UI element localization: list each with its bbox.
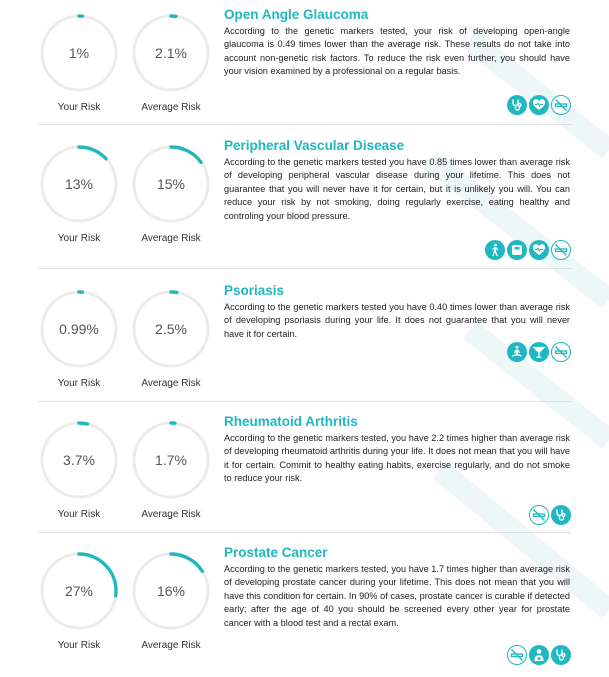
condition-description: According to the genetic markers tested you have 0.40 times lower than average risk of developing psoriasis during your life. It does not guarantee that you will never have it for certain. <box>224 302 570 339</box>
doctor-icon <box>529 645 549 665</box>
condition-description: According to the genetic markers tested, you have 1.7 times higher than average risk of developing prostate cancer during your lifetime. This does not mean that you will have this condition for certain. In 90% of cases, prostate cancer is curable if detected early; after the age of 40 you should be screened every other year for prostate cancer with a blood test and a rectal exam. <box>224 564 570 628</box>
recommendation-icons <box>507 645 571 665</box>
cocktail-icon <box>529 342 549 362</box>
average-risk-label: Average Risk <box>141 509 201 520</box>
your-risk-gauge <box>38 12 120 94</box>
heart-icon <box>529 240 549 260</box>
average-risk-label: Average Risk <box>141 640 201 651</box>
your-risk-label: Your Risk <box>57 509 101 520</box>
stethoscope-icon <box>551 645 571 665</box>
condition-title: Peripheral Vascular Disease <box>224 138 405 153</box>
condition-section <box>38 542 571 673</box>
section-divider <box>38 268 571 269</box>
walking-icon <box>485 240 505 260</box>
condition-title: Open Angle Glaucoma <box>224 7 369 22</box>
no-smoking-icon <box>529 505 549 525</box>
average-risk-value: 1.7% <box>155 452 187 468</box>
average-risk-value: 15% <box>156 176 186 192</box>
condition-section <box>38 280 571 411</box>
condition-section <box>38 135 571 266</box>
average-risk-value: 2.5% <box>155 321 187 337</box>
your-risk-value: 3.7% <box>63 452 95 468</box>
average-risk-label: Average Risk <box>141 233 201 244</box>
condition-title: Rheumatoid Arthritis <box>224 414 358 429</box>
average-risk-gauge <box>130 419 212 501</box>
average-risk-value: 2.1% <box>155 45 187 61</box>
no-smoking-icon <box>551 342 571 362</box>
no-smoking-icon <box>551 240 571 260</box>
average-risk-gauge <box>130 12 212 94</box>
heart-icon <box>529 95 549 115</box>
condition-description: According to the genetic markers tested, your risk of developing open-angle glaucoma is 0.49 times lower than the average risk. These results do not take into account non-genetic risk factors. To reduce the risk even further, you should have your vision examined by a professional on a regular basis. <box>224 26 570 77</box>
condition-section <box>38 411 571 542</box>
condition-title: Psoriasis <box>224 283 285 298</box>
scale-icon <box>507 240 527 260</box>
condition-title: Prostate Cancer <box>224 545 328 560</box>
stethoscope-icon <box>507 95 527 115</box>
stethoscope-icon <box>551 505 571 525</box>
condition-description: According to the genetic markers tested you have 0.85 times lower than average risk of developing peripheral vascular disease during your lifetime. This does not guarantee that you will never have it for certain, but it is unlikely you will. You can reduce your risk by not smoking, doing regularly exercise, eating healthy and controling your blood pressure. <box>224 157 570 221</box>
your-risk-label: Your Risk <box>57 102 101 113</box>
your-risk-gauge <box>38 288 120 370</box>
your-risk-value: 13% <box>64 176 94 192</box>
recommendation-icons <box>507 342 571 362</box>
meditation-icon <box>507 342 527 362</box>
your-risk-label: Your Risk <box>57 640 101 651</box>
your-risk-value: 1% <box>68 45 90 61</box>
your-risk-label: Your Risk <box>57 233 101 244</box>
your-risk-value: 0.99% <box>59 321 99 337</box>
your-risk-gauge <box>38 550 120 632</box>
no-smoking-icon <box>507 645 527 665</box>
your-risk-value: 27% <box>64 583 94 599</box>
recommendation-icons <box>529 505 571 525</box>
average-risk-gauge <box>130 550 212 632</box>
your-risk-gauge <box>38 419 120 501</box>
your-risk-label: Your Risk <box>57 378 101 389</box>
recommendation-icons <box>485 240 571 260</box>
average-risk-gauge <box>130 143 212 225</box>
average-risk-label: Average Risk <box>141 378 201 389</box>
condition-section <box>38 4 571 135</box>
no-smoking-icon <box>551 95 571 115</box>
average-risk-label: Average Risk <box>141 102 201 113</box>
your-risk-gauge <box>38 143 120 225</box>
recommendation-icons <box>507 95 571 115</box>
average-risk-gauge <box>130 288 212 370</box>
average-risk-value: 16% <box>156 583 186 599</box>
condition-description: According to the genetic markers tested, you have 2.2 times higher than average risk of developing rheumatoid arthritis during your life. It does not mean that you will have it for certain. Commit to healthy eating habits, exercise regularly, and do not smoke to reduce your risk. <box>224 433 570 484</box>
